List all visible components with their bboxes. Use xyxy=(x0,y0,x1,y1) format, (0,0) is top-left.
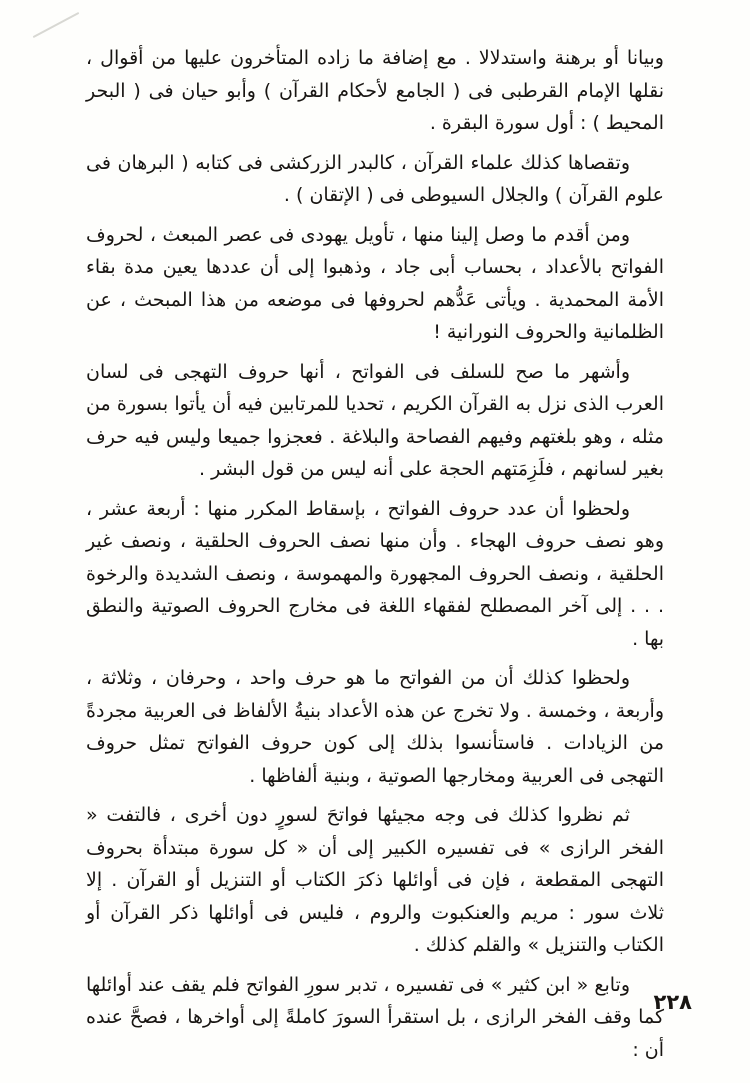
paragraph: وأشهر ما صح للسلف فى الفواتح ، أنها حروف التهجى فى لسان العرب الذى نزل به القرآن الكريم ، تحديا للمرتابين فيه أن يأتوا بسورة من مثله ، وهو بلغتهم وفيهم الفصاحة والبلاغة . فعجزوا جميعا وليس فيه حرف بغير لسانهم ، فلَزِمَتهم الحجة على أنه ليس من قول البشر . xyxy=(86,360,664,480)
text-block xyxy=(86,42,664,1066)
paragraph: وتقصاها كذلك علماء القرآن ، كالبدر الزركشى فى كتابه ( البرهان فى علوم القرآن ) والجلال السيوطى فى ( الإتقان ) . xyxy=(86,151,664,206)
paragraph: ولحظوا أن عدد حروف الفواتح ، بإسقاط المكرر منها : أربعة عشر ، وهو نصف حروف الهجاء . وأن منها نصف الحروف الحلقية ، ونصف غير الحلقية ، ونصف الحروف المجهورة والمهموسة ، ونصف الشديدة والرخوة . . . إلى آخر المصطلح لفقهاء اللغة فى مخارج الحروف الصوتية والنطق بها . xyxy=(86,497,664,650)
page-number: ٢٢٨ xyxy=(653,990,692,1014)
paragraph: وتابع « ابن كثير » فى تفسيره ، تدبر سورِ الفواتح فلم يقف عند أوائلها كما وقف الفخر الرازى ، بل استقرأ السورَ كاملةً إلى أواخرها ، فصحَّ عنده أن : xyxy=(86,973,664,1061)
paragraph: ثم نظروا كذلك فى وجه مجيئها فواتحَ لسورٍ دون أخرى ، فالتفت « الفخر الرازى » فى تفسيره الكبير إلى أن « كل سورة مبتدأة بحروف التهجى المقطعة ، فإن فى أوائلها ذكرَ الكتاب أو التنزيل أو القرآن . إلا ثلاث سور : مريم والعنكبوت والروم ، فليس فى أوائلها ذكر القرآن أو الكتاب والتنزيل » والقلم كذلك . xyxy=(86,804,664,956)
paragraph: ومن أقدم ما وصل إلينا منها ، تأويل يهودى فى عصر المبعث ، لحروف الفواتح بالأعداد ، بحساب أبى جاد ، وذهبوا إلى أن عددها يعين مدة بقاء الأمة المحمدية . ويأتى عَدُّهم لحروفها فى موضعه من هذا المبحث ، عن الظلمانية والحروف النورانية ! xyxy=(86,223,664,343)
paragraph: ولحظوا كذلك أن من الفواتح ما هو حرف واحد ، وحرفان ، وثلاثة ، وأربعة ، وخمسة . ولا تخرج عن هذه الأعداد بنيةُ الألفاظ فى العربية مجردةً من الزيادات . فاستأنسوا بذلك إلى كون حروف الفواتح تمثل حروف التهجى فى العربية ومخارجها الصوتية ، وبنية ألفاظها . xyxy=(86,667,664,787)
paragraph-continuation: وبيانا أو برهنة واستدلالا . مع إضافة ما زاده المتأخرون عليها من أقوال ، نقلها الإمام القرطبى فى ( الجامع لأحكام القرآن ) وأبو حيان فى ( البحر المحيط ) : أول سورة البقرة . xyxy=(86,47,664,134)
scan-artifact-line xyxy=(33,12,80,38)
